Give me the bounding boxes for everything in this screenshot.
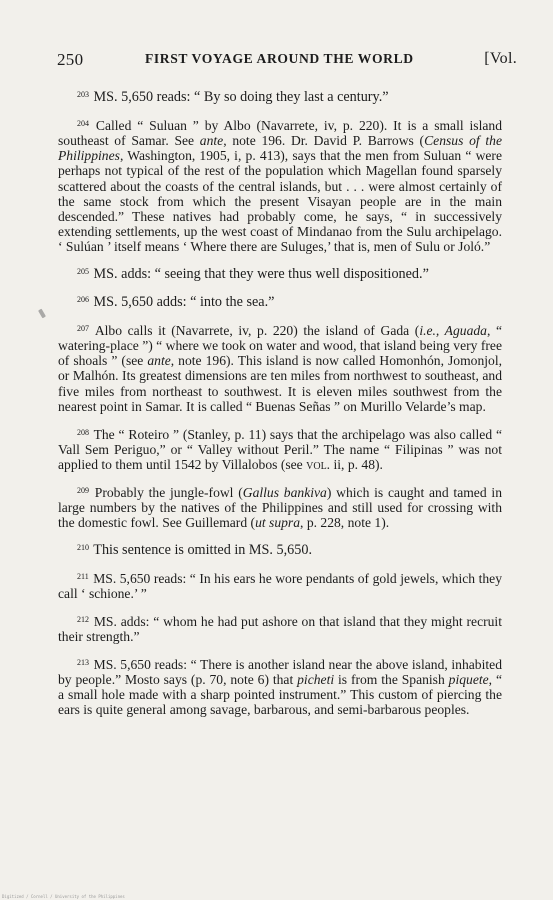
footnote-italic: ut supra	[255, 515, 301, 531]
footnote-number: 204	[77, 118, 89, 128]
digitization-footer: Digitized / Cornell / University of the Philippines	[2, 894, 125, 899]
footnote-text: Called “ Suluan ” by Albo (Navarrete, iv, p. 220). It is a small island southeast of Samar. See	[58, 117, 502, 148]
footnote-text: , note 196). This island is now called Homonhón, Jomonjol, or Malhón. Its greatest dimensions are ten miles from northwest to southeast, and five miles from northeast to southwest. It is eleven miles southwest from the nearest point in Samar. It is called “ Buenas Señas ” on Murillo Velarde’s map.	[58, 353, 502, 414]
footnote-text: The “ Roteiro ” (Stanley, p. 11) says that the archipelago was also called “ Vall Sem Periguo,” or “ Valley without Peril.” The name “ Filipinas ” was not applied to them until 1542 by Villalobos (see	[58, 426, 502, 473]
footnotes	[58, 90, 502, 730]
footnote-text: MS. adds: “ whom he had put ashore on that island that they might recruit their strength.”	[58, 613, 502, 645]
footnote-italic: Gallus bankiva	[242, 484, 327, 500]
footnote-text: ) which is caught and tamed in large numbers by the natives of the Philippines and still used for crossing with the domestic fowl. See Guillemard (	[58, 484, 502, 531]
footnote-text: ii, p. 48).	[330, 457, 383, 473]
footnote-number: 209	[77, 485, 89, 495]
footnote-text: Probably the jungle-fowl (	[90, 484, 243, 500]
footnote-text: , “ watering-place ”) “ where we took on water and wood, that island being very free of shoals ” (see	[58, 322, 502, 369]
footnote-number: 213	[77, 657, 89, 667]
footnote-text: is from the Spanish	[334, 672, 449, 688]
footnote-text: , p. 228, note 1).	[300, 515, 390, 531]
footnote-smallcaps: vol.	[306, 457, 331, 473]
running-title: FIRST VOYAGE AROUND THE WORLD	[145, 51, 414, 66]
footnote-text: , note 196. Dr. David P. Barrows (	[223, 133, 425, 148]
footnote-text: MS. 5,650 reads: “ There is another island near the above island, inhabited by people.” Mosto says (p. 70, note 6) that	[58, 656, 502, 688]
footnote-text: MS. 5,650 adds: “ into the sea.”	[90, 294, 275, 311]
volume-label: [Vol.	[484, 50, 517, 67]
footnote-text: This sentence is omitted in MS. 5,650.	[90, 542, 312, 559]
footnote-number: 208	[77, 427, 89, 437]
footnote-text: MS. 5,650 reads: “ In his ears he wore pendants of gold jewels, which they call ‘ schione.’ ”	[58, 570, 502, 602]
footnote-italic: ante	[199, 133, 224, 148]
footnote-203	[58, 90, 502, 105]
footnote-number: 205	[77, 267, 89, 277]
footnote-text: , Washington, 1905, i, p. 413), says that the men from Suluan “ were perhaps not typical of the rest of the population which Magellan found sparsely scattered about the coasts of the central islands, but . . . were almost certainly of the same stock from which the present Visayan people are in the main descended.” These natives had probably come, he says, “ in successively extending settlements, up the west coast of Mindanao from the Sulu archipelago. ‘ Sulúan ’ itself means ‘ Where there are Suluges,’ that is, men of Sulu or Joló.”	[58, 148, 502, 255]
footnote-211	[58, 571, 502, 601]
footnote-213	[58, 657, 502, 718]
footnote-number: 206	[77, 295, 89, 305]
footnote-text: MS. adds: “ seeing that they were thus well dispositioned.”	[90, 266, 429, 283]
footnote-text: , “ a small hole made with a sharp pointed instrument.” This custom of piercing the ears is quite general among savage, barbarous, and semi-barbarous peoples.	[58, 672, 502, 718]
running-header	[57, 50, 517, 72]
footnote-number: 212	[77, 614, 89, 624]
footnote-italic: picheti	[297, 672, 335, 688]
footnote-italic: ante	[147, 353, 171, 369]
footnote-207	[58, 323, 502, 414]
footnote-208	[58, 427, 502, 473]
footnote-212	[58, 614, 502, 644]
footnote-205	[58, 267, 502, 282]
footnote-italic: Census of the Philippines	[58, 133, 502, 164]
footnote-text: Albo calls it (Navarrete, iv, p. 220) the island of Gada (	[90, 322, 420, 338]
footnote-number: 207	[77, 323, 89, 333]
margin-blot	[38, 309, 46, 319]
footnote-number: 211	[77, 571, 89, 581]
footnote-italic: i.e., Aguada	[419, 322, 487, 338]
footnote-206	[58, 295, 502, 310]
footnote-204	[58, 118, 502, 255]
footnote-number: 203	[77, 90, 89, 99]
footnote-text: MS. 5,650 reads: “ By so doing they last a century.”	[90, 89, 389, 105]
footnote-210	[58, 543, 502, 558]
page-number: 250	[57, 50, 84, 69]
footnote-italic: piquete	[448, 672, 489, 688]
footnote-209	[58, 485, 502, 531]
footnote-number: 210	[77, 543, 89, 553]
